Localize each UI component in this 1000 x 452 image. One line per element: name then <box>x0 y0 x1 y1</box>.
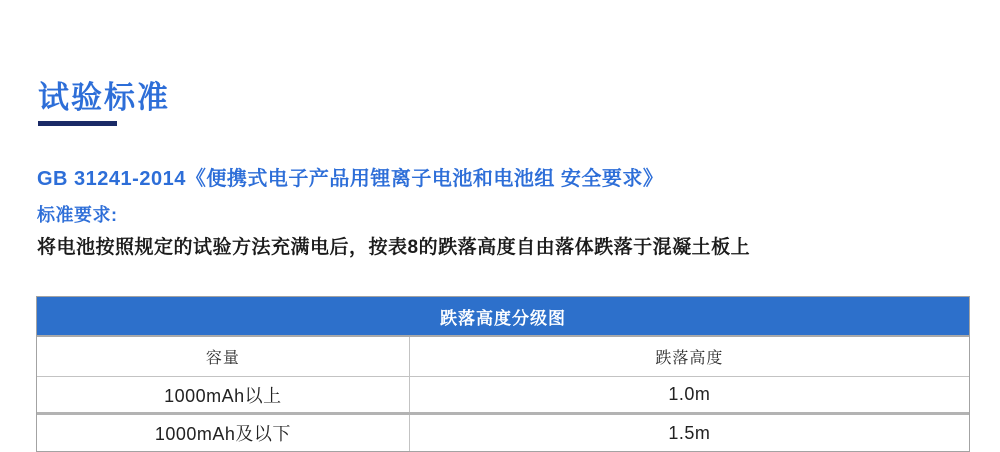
title-underline-divider <box>38 121 117 126</box>
requirement-label: 标准要求: <box>37 205 118 225</box>
table-cell-drop-height: 1.0m <box>668 384 711 404</box>
table-header-row <box>37 337 969 377</box>
column-header-drop-height: 跌落高度 <box>655 350 724 367</box>
table-title: 跌落高度分级图 <box>37 297 969 337</box>
column-header-capacity: 容量 <box>37 337 410 376</box>
table-cell-capacity: 1000mAh以上 <box>37 377 410 412</box>
requirement-text: 将电池按照规定的试验方法充满电后，按表8的跌落高度自由落体跌落于混凝土板上 <box>37 237 751 258</box>
table-row <box>37 377 969 415</box>
table-cell-drop-height: 1.5m <box>668 422 711 443</box>
standard-title: GB 31241-2014《便携式电子产品用锂离子电池和电池组 安全要求》 <box>37 168 664 190</box>
drop-height-table <box>36 296 970 452</box>
table-cell-capacity: 1000mAh及以下 <box>37 415 410 451</box>
page-title: 试验标准 <box>38 80 170 115</box>
table-row <box>37 415 969 451</box>
